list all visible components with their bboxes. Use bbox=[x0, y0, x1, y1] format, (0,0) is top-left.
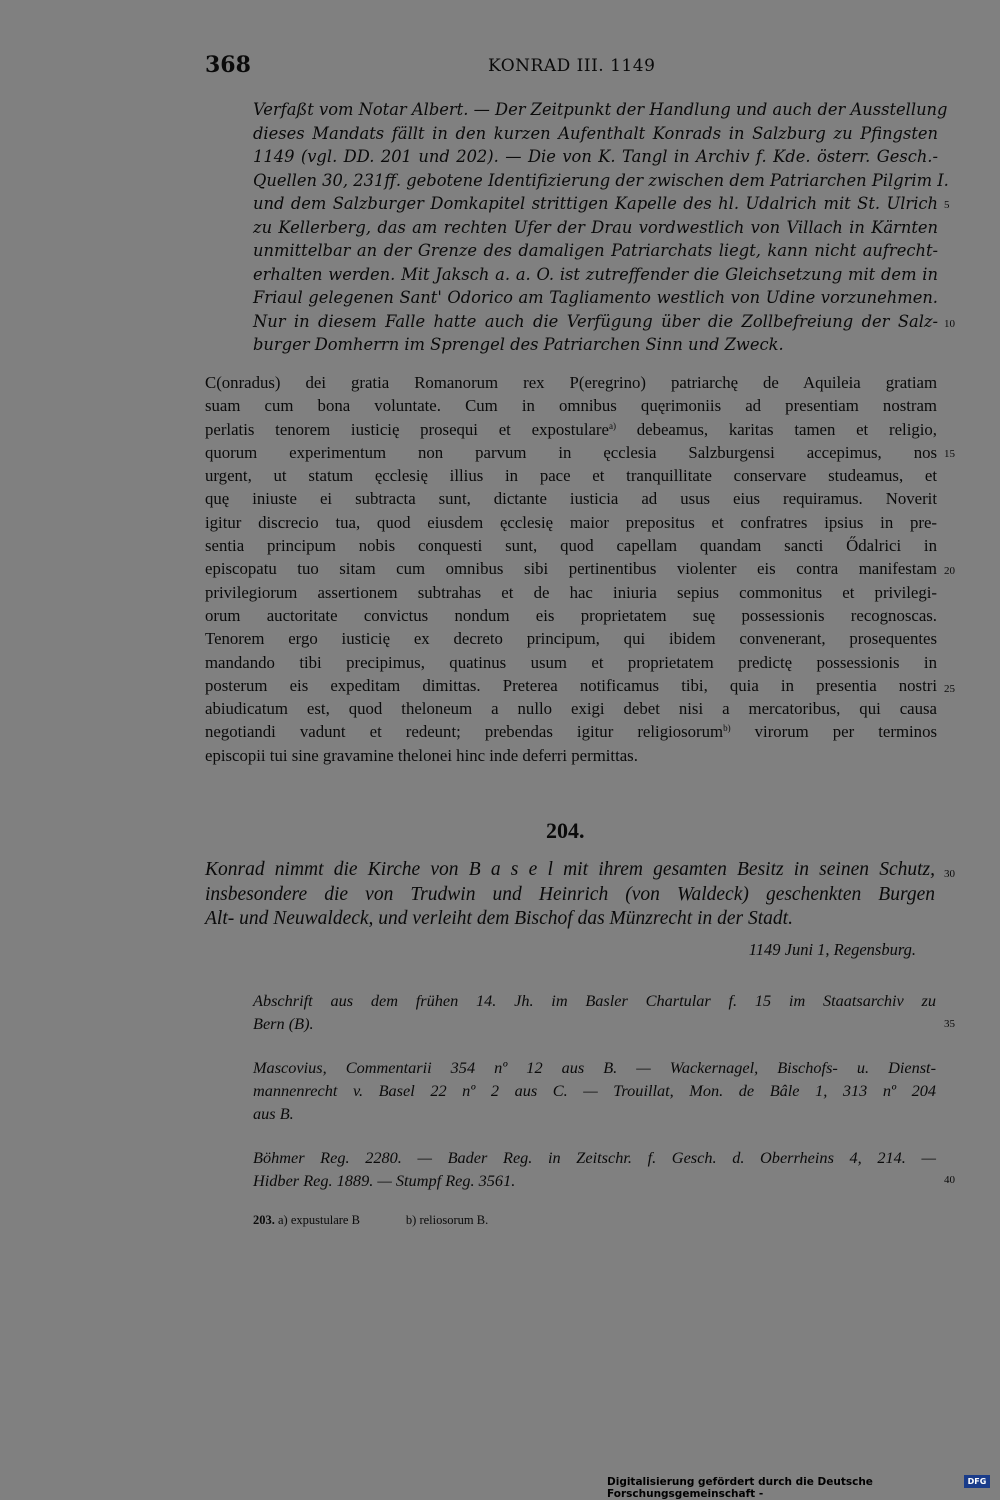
line-number: 15 bbox=[944, 448, 955, 460]
line-number: 10 bbox=[944, 318, 955, 330]
charter-line: igitur discrecio tua, quod eiusdem ęcclesię maior prepositus et confratres ipsius in pre- bbox=[205, 512, 937, 532]
charter-line: sentia principum nobis conquesti sunt, quod capellam quandam sancti Ődalrici in bbox=[205, 536, 937, 556]
running-title: KONRAD III. 1149 bbox=[488, 56, 656, 76]
intro-line: dieses Mandats fällt in den kurzen Aufenthalt Konrads in Salzburg zu Pfingsten bbox=[253, 123, 938, 143]
charter-line-tail: debeamus, karitas tamen et religio, bbox=[615, 419, 937, 439]
line-number: 20 bbox=[944, 565, 955, 577]
charter-line: quę iniuste ei subtracta sunt, dictante iusticia ad usus eius requiramus. Noverit bbox=[205, 489, 937, 509]
regest-summary bbox=[205, 858, 935, 932]
charter-line: suam cum bona voluntate. Cum in omnibus quęrimoniis ad presentiam nostram bbox=[205, 396, 937, 416]
line-number: 35 bbox=[944, 1018, 955, 1030]
intro-line: 1149 (vgl. DD. 201 und 202). — Die von K. Tangl in Archiv f. Kde. österr. Gesch.- bbox=[253, 147, 938, 166]
edition-line: mannenrecht v. Basel 22 nº 2 aus C. — Trouillat, Mon. de Bâle 1, 313 nº 204 bbox=[253, 1081, 936, 1100]
date-place: 1149 Juni 1, Regensburg. bbox=[748, 940, 916, 959]
charter-line bbox=[205, 418, 937, 441]
charter-line: mandando tibi precipimus, quatinus usum et proprietatem predictę possessionis in bbox=[205, 652, 937, 672]
intro-line: Nur in diesem Falle hatte auch die Verfügung über die Zollbefreiung der Salz- bbox=[253, 311, 938, 331]
line-number: 25 bbox=[944, 683, 955, 695]
line-number: 40 bbox=[944, 1174, 955, 1186]
charter-line: urgent, ut statum ęcclesię illius in pace et tranquillitate conservare studeamus, et bbox=[205, 466, 937, 486]
charter-line: privilegiorum assertionem subtrahas et de hac iniuria sepius commonitus et privilegi- bbox=[205, 582, 937, 602]
intro-line: Friaul gelegenen Sant' Odorico am Tagliamento westlich von Udine vorzunehmen. bbox=[253, 288, 938, 307]
charter-line: orum auctoritate convictus nondum eis proprietatem suę possessionis recognoscas. bbox=[205, 605, 937, 625]
source-line: Abschrift aus dem frühen 14. Jh. im Basler Chartular f. 15 im Staatsarchiv zu bbox=[253, 991, 936, 1010]
charter-line: Tenorem ergo iusticię ex decreto principum, qui ibidem convenerant, prosequentes bbox=[205, 629, 937, 649]
charter-line: abiudicatum est, quod theloneum a nullo exigi debet nisi a mercatoribus, qui causa bbox=[205, 699, 937, 719]
dfg-logo: DFG bbox=[964, 1475, 990, 1488]
intro-line: Quellen 30, 231ff. gebotene Identifizierung der zwischen dem Patriarchen Pilgrim I. bbox=[253, 170, 949, 190]
page-number: 368 bbox=[205, 52, 251, 78]
regest-line: Alt- und Neuwaldeck, und verleiht dem Bischof das Münzrecht in der Stadt. bbox=[205, 908, 793, 929]
regesta-line: Hidber Reg. 1889. — Stumpf Reg. 3561. bbox=[253, 1171, 516, 1190]
charter-line bbox=[205, 720, 937, 743]
regest-line: insbesondere die von Trudwin und Heinrich (von Waldeck) geschenkten Burgen bbox=[205, 883, 935, 905]
charter-line: posterum eis expeditam dimittas. Preterea notificamus tibi, quia in presentia nostri bbox=[205, 675, 937, 695]
line-number: 5 bbox=[944, 199, 950, 211]
charter-text bbox=[205, 371, 937, 767]
regesta-line: Böhmer Reg. 2280. — Bader Reg. in Zeitschr. f. Gesch. d. Oberrheins 4, 214. — bbox=[253, 1148, 936, 1167]
charter-line: episcopii tui sine gravamine thelonei hinc inde deferri permittas. bbox=[205, 745, 638, 765]
charter-line-text: perlatis tenorem iusticię prosequi et expostulare bbox=[205, 419, 609, 439]
footnote-marker-b: b) bbox=[723, 723, 731, 734]
intro-line: Verfaßt vom Notar Albert. — Der Zeitpunkt der Handlung und auch der Ausstellung bbox=[253, 100, 948, 119]
footnote-b: b) reliosorum B. bbox=[405, 1213, 489, 1227]
regesta-list bbox=[253, 1146, 936, 1192]
intro-line: und dem Salzburger Domkapitel strittigen Kapelle des hl. Udalrich mit St. Ulrich bbox=[253, 194, 938, 213]
intro-line: zu Kellerberg, das am rechten Ufer der Drau vordwestlich von Villach in Kärnten bbox=[253, 217, 938, 237]
edition-line: Mascovius, Commentarii 354 nº 12 aus B. — Wackernagel, Bischofs- u. Dienst- bbox=[253, 1058, 936, 1077]
document-number: 204. bbox=[546, 818, 585, 843]
intro-line: unmittelbar an der Grenze des damaligen Patriarchats liegt, kann nicht aufrecht- bbox=[253, 241, 938, 260]
introduction-commentary bbox=[253, 98, 949, 357]
manuscript-source bbox=[253, 989, 936, 1035]
charter-line: episcopatu tuo sitam cum omnibus sibi pertinentibus violenter eis contra manifestam bbox=[205, 559, 937, 579]
footnotes bbox=[253, 1213, 488, 1228]
source-line: Bern (B). bbox=[253, 1014, 314, 1033]
charter-line-tail: virorum per terminos bbox=[730, 722, 937, 742]
charter-line: C(onradus) dei gratia Romanorum rex P(eregrino) patriarchę de Aquileia gratiam bbox=[205, 373, 937, 392]
intro-line: erhalten werden. Mit Jaksch a. a. O. ist zutreffender die Gleichsetzung mit dem in bbox=[253, 264, 938, 284]
regest-line: Konrad nimmt die Kirche von B a s e l mit ihrem gesamten Besitz in seinen Schutz, bbox=[205, 859, 935, 880]
charter-line-text: negotiandi vadunt et redeunt; prebendas igitur religiosorum bbox=[205, 722, 724, 742]
intro-line: burger Domherrn im Sprengel des Patriarchen Sinn und Zweck. bbox=[253, 335, 784, 354]
footnote-a: a) expustulare B bbox=[278, 1213, 360, 1227]
digitization-credit: Digitalisierung gefördert durch die Deutsche Forschungsgemeinschaft - bbox=[607, 1476, 873, 1500]
footnote-marker-a: a) bbox=[608, 420, 616, 431]
line-number: 30 bbox=[944, 868, 955, 880]
charter-line: quorum experimentum non parvum in ęcclesia Salzburgensi accepimus, nos bbox=[205, 442, 937, 462]
editions-list bbox=[253, 1056, 936, 1125]
edition-line: aus B. bbox=[253, 1104, 294, 1123]
footnote-doc-ref: 203. bbox=[253, 1213, 275, 1227]
